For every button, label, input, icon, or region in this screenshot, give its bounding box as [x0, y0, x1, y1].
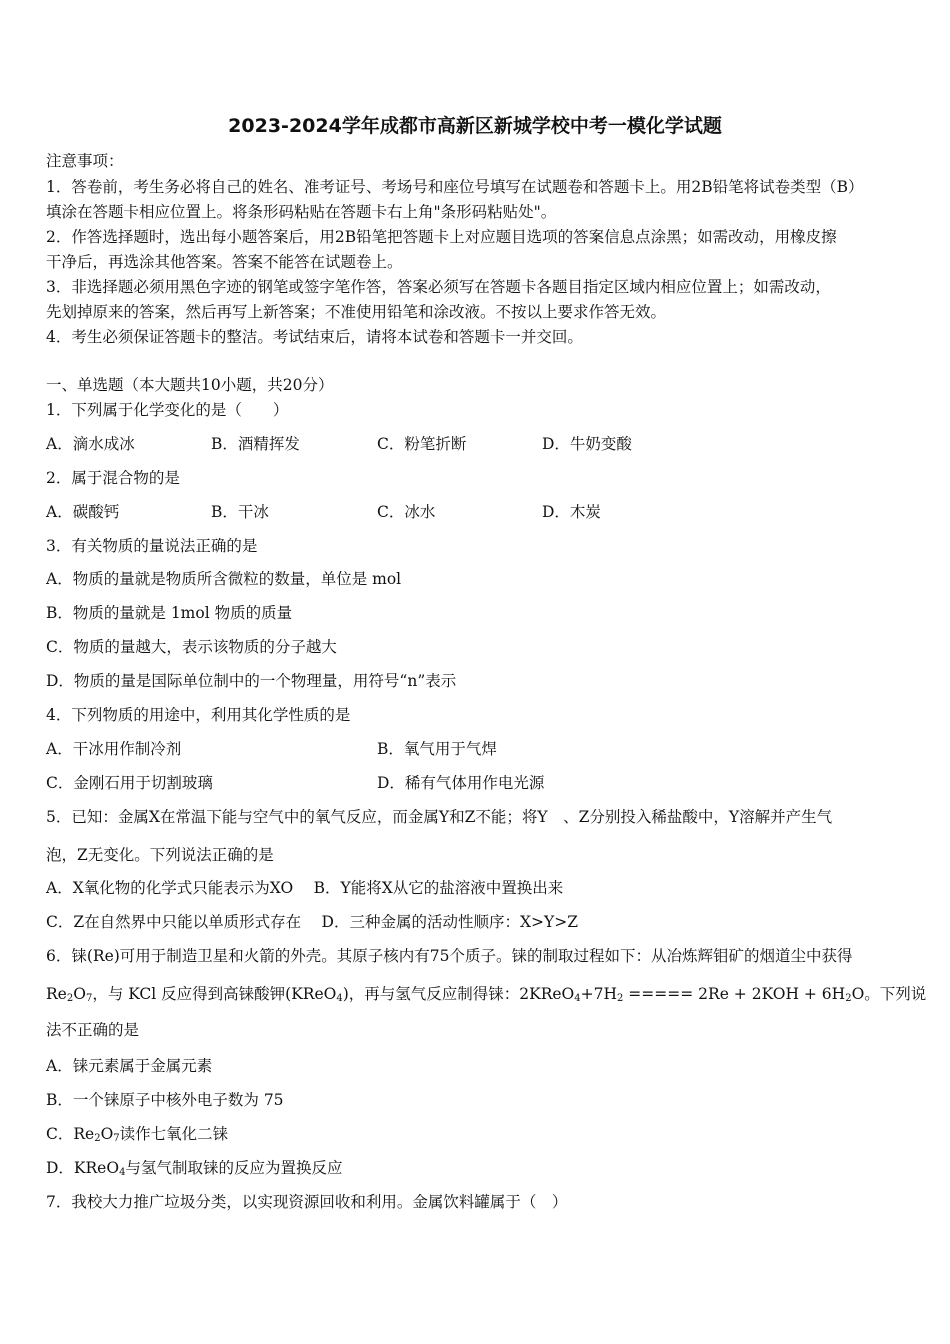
notice-line: 填涂在答题卡相应位置上。将条形码粘贴在答题卡右上角"条形码粘贴处"。 — [46, 203, 557, 221]
notice-heading: 注意事项： — [46, 152, 124, 170]
option-c: C．$Re_2O_7$读作七氧化二铼 — [46, 1125, 229, 1144]
notice-line: 3．非选择题必须用黑色字迹的钢笔或签字笔作答，答案必须写在答题卡各题目指定区域内相应位置上；如需改动， — [46, 278, 831, 296]
option-a: A．干冰用作制冷剂 — [46, 740, 182, 758]
option-c: C．粉笔折断 — [377, 435, 467, 453]
option-d: D．稀有气体用作电光源 — [377, 774, 545, 792]
question-stem: 3．有关物质的量说法正确的是 — [46, 537, 258, 555]
question-stem-continued: 法不正确的是 — [46, 1021, 140, 1039]
notice-line: 干净后，再选涂其他答案。答案不能答在试题卷上。 — [46, 253, 403, 271]
option-d: D．KReO$_4$与氢气制取铼的反应为置换反应 — [46, 1159, 343, 1178]
option-b: B．一个铼原子中核外电子数为 75 — [46, 1091, 284, 1109]
option-b: B．干冰 — [211, 503, 269, 521]
option-d: D．物质的量是国际单位制中的一个物理量，用符号“n”表示 — [46, 672, 457, 690]
question-stem-continued: 泡，Z无变化。下列说法正确的是 — [46, 846, 274, 864]
notice-line: 1．答卷前，考生务必将自己的姓名、准考证号、考场号和座位号填写在试题卷和答题卡上。用2B铅笔将试卷类型（B） — [46, 178, 864, 196]
option-d: D．牛奶变酸 — [542, 435, 632, 453]
option-a: A．碳酸钙 — [46, 503, 120, 521]
notice-line: 4．考生必须保证答题卡的整洁。考试结束后，请将本试卷和答题卡一并交回。 — [46, 328, 583, 346]
question-stem: 4．下列物质的用途中，利用其化学性质的是 — [46, 706, 351, 724]
option-b: B．物质的量就是 1mol 物质的质量 — [46, 604, 293, 622]
question-stem: 2．属于混合物的是 — [46, 469, 180, 487]
question-stem: 1．下列属于化学变化的是（ ） — [46, 401, 289, 419]
page-title: 2023-2024学年成都市高新区新城学校中考一模化学试题 — [228, 115, 722, 137]
option-c: C．物质的量越大，表示该物质的分子越大 — [46, 638, 337, 656]
option-c: C．冰水 — [377, 503, 436, 521]
option-a-b: A．X氧化物的化学式只能表示为XO B．Y能将X从它的盐溶液中置换出来 — [46, 879, 564, 897]
notice-line: 2．作答选择题时，选出每小题答案后，用2B铅笔把答题卡上对应题目选项的答案信息点涂黑；如需改动，用橡皮擦 — [46, 228, 837, 246]
option-c-d: C．Z在自然界中只能以单质形式存在 D．三种金属的活动性顺序：X>Y>Z — [46, 913, 578, 931]
option-a: A．铼元素属于金属元素 — [46, 1057, 213, 1075]
question-stem: 5．已知：金属X在常温下能与空气中的氧气反应，而金属Y和Z不能；将Y 、Z分别投入稀盐酸中，Y溶解并产生气 — [46, 808, 833, 826]
question-stem-formula-line: $Re_2O_7$，与 KCl 反应得到高铼酸钾(KReO$_4$)，再与氢气反应制得铼：$2KReO_4+7H_2$ ===== $2Re + 2KOH + 6H_2O$。下列说 — [46, 985, 927, 1004]
option-b: B．酒精挥发 — [211, 435, 300, 453]
option-d: D．木炭 — [542, 503, 601, 521]
option-b: B．氧气用于气焊 — [377, 740, 497, 758]
question-stem: 7．我校大力推广垃圾分类，以实现资源回收和利用。金属饮料罐属于（ ） — [46, 1193, 568, 1211]
option-a: A．物质的量就是物质所含微粒的数量，单位是 mol — [46, 570, 402, 588]
option-c: C．金刚石用于切割玻璃 — [46, 774, 213, 792]
option-a: A．滴水成冰 — [46, 435, 135, 453]
notice-line: 先划掉原来的答案，然后再写上新答案；不准使用铅笔和涂改液。不按以上要求作答无效。 — [46, 303, 667, 321]
section-heading: 一、单选题（本大题共10小题，共20分） — [46, 376, 334, 394]
question-stem: 6．铼(Re)可用于制造卫星和火箭的外壳。其原子核内有75个质子。铼的制取过程如下：从冶炼辉钼矿的烟道尘中获得 — [46, 947, 853, 965]
